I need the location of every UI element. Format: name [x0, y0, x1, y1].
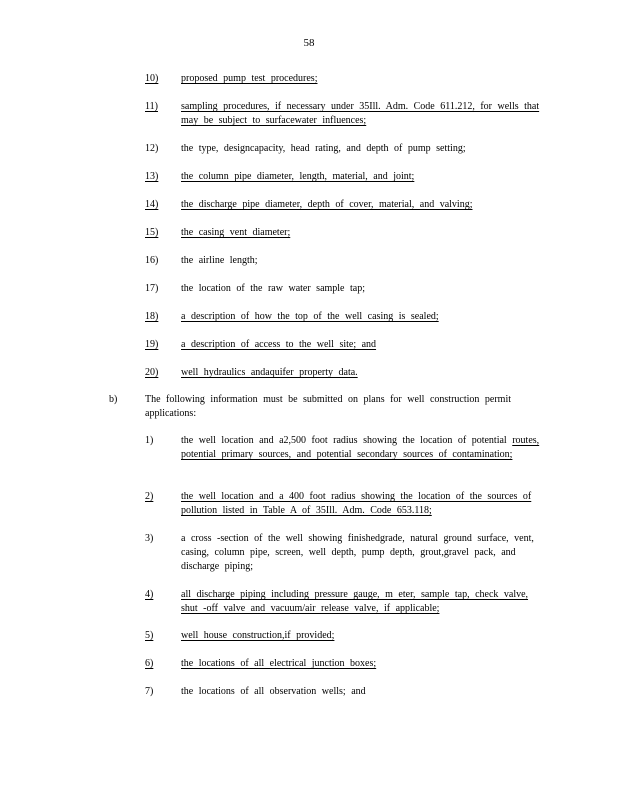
- item-text-line1: the well location and a2,500 foot radius showing the location of potential: [181, 435, 507, 446]
- item-number: 19): [145, 339, 159, 350]
- item-number: 16): [145, 255, 159, 266]
- item-number: 18): [145, 311, 159, 322]
- section-label: b): [109, 394, 118, 405]
- item-text: a description of access to the well site; and: [181, 339, 377, 350]
- item-text: the airline length;: [181, 255, 258, 266]
- item-text: proposed pump test procedures;: [181, 73, 318, 84]
- item-text: well hydraulics andaquifer property data.: [181, 367, 358, 378]
- item-text: sampling procedures, if necessary under 35Ill. Adm. Code 611.212, for wells that may be subject to surfacewater influences;: [181, 101, 540, 126]
- item-text: the type, designcapacity, head rating, and depth of pump setting;: [181, 143, 466, 154]
- item-number: 6): [145, 658, 154, 669]
- item-number: 7): [145, 686, 154, 697]
- item-text: the column pipe diameter, length, material, and joint;: [181, 171, 415, 182]
- item-number: 14): [145, 199, 159, 210]
- item-number: 12): [145, 143, 159, 154]
- item-number: 5): [145, 630, 154, 641]
- item-number: 20): [145, 367, 159, 378]
- item-number: 15): [145, 227, 159, 238]
- page-number: 58: [303, 37, 315, 49]
- item-number: 4): [145, 589, 154, 600]
- item-number: 13): [145, 171, 159, 182]
- item-text: the locations of all observation wells; and: [181, 686, 366, 697]
- item-text: [181, 434, 541, 462]
- item-number: 17): [145, 283, 159, 294]
- item-text: the well location and a 400 foot radius showing the location of the sources of pollution listed in Table A of 35Ill. Adm. Code 653.118;: [181, 491, 532, 516]
- item-text: a cross -section of the well showing finishedgrade, natural ground surface, vent, casing, column pipe, screen, well depth, pump depth, grout,gravel pack, and discharge piping;: [181, 533, 534, 572]
- item-text: a description of how the top of the well casing is sealed;: [181, 311, 439, 322]
- item-number: 3): [145, 533, 154, 544]
- item-number: 1): [145, 435, 154, 446]
- item-text: all discharge piping including pressure gauge, m eter, sample tap, check valve, shut -off valve and vacuum/air release valve, if applicable;: [181, 589, 529, 614]
- item-text: the locations of all electrical junction boxes;: [181, 658, 377, 669]
- item-text: the casing vent diameter;: [181, 227, 291, 238]
- item-number: 10): [145, 73, 159, 84]
- section-text: The following information must be submitted on plans for well construction permit applications:: [145, 394, 511, 419]
- item-number: 11): [145, 101, 158, 112]
- item-text: the location of the raw water sample tap;: [181, 283, 365, 294]
- item-text-line2: routes, potential primary sources, and potential secondary sources of contamination;: [181, 435, 540, 460]
- item-text: the discharge pipe diameter, depth of cover, material, and valving;: [181, 199, 473, 210]
- item-number: 2): [145, 491, 154, 502]
- item-text: well house construction,if provided;: [181, 630, 335, 641]
